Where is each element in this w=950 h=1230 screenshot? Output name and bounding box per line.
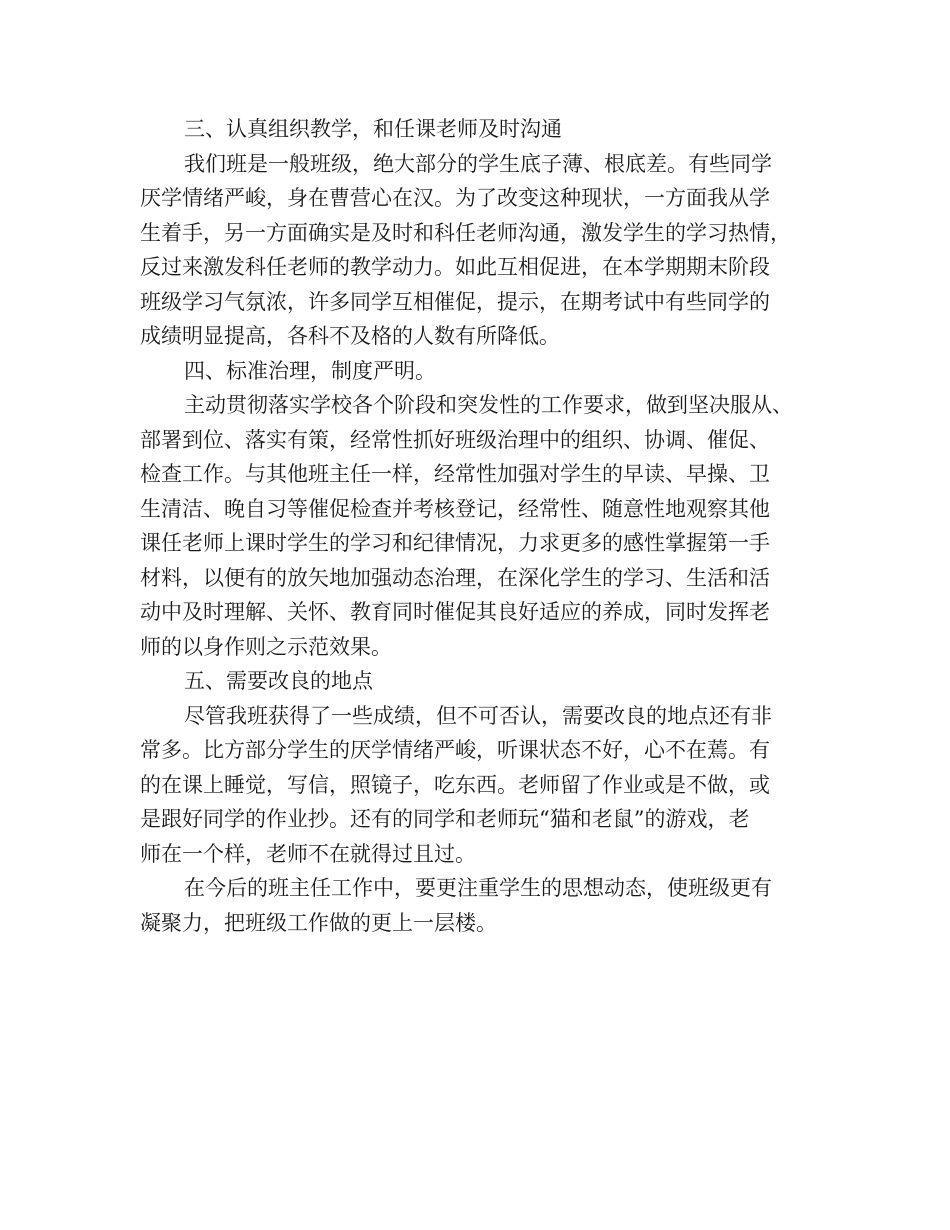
paragraph-line: 成绩明显提高，各科不及格的人数有所降低。 <box>140 324 560 348</box>
paragraph-line: 部署到位、落实有策，经常性抓好班级治理中的组织、协调、催促、 <box>140 427 770 452</box>
section-heading-5: 五、需要改良的地点 <box>184 669 373 693</box>
paragraph-line: 生清洁、晚自习等催促检查并考核登记，经常性、随意性地观察其他 <box>140 496 770 521</box>
paragraph-line: 厌学情绪严峻，身在曹营心在汉。为了改变这种现状，一方面我从学 <box>140 186 770 210</box>
paragraph-line: 反过来激发科任老师的教学动力。如此互相促进，在本学期期末阶段 <box>140 255 770 279</box>
paragraph-line: 材料，以便有的放矢地加强动态治理，在深化学生的学习、生活和活 <box>140 565 770 590</box>
section-heading-4: 四、标准治理，制度严明。 <box>184 358 436 383</box>
paragraph-line: 班级学习气氛浓，许多同学互相催促，提示，在期考试中有些同学的 <box>140 289 770 314</box>
paragraph-line: 凝聚力，把班级工作做的更上一层楼。 <box>140 910 497 935</box>
paragraph-line: 师的以身作则之示范效果。 <box>140 634 392 659</box>
section-heading-3: 三、认真组织教学，和任课老师及时沟通 <box>184 117 562 141</box>
document-body <box>140 112 830 940</box>
paragraph-line: 是跟好同学的作业抄。还有的同学和老师玩“猫和老鼠”的游戏，老 <box>140 807 750 831</box>
paragraph-line: 尽管我班获得了一些成绩，但不可否认，需要改良的地点还有非 <box>184 703 772 728</box>
paragraph-line: 动中及时理解、关怀、教育同时催促其良好适应的养成，同时发挥老 <box>140 600 770 624</box>
paragraph-line: 检查工作。与其他班主任一样，经常性加强对学生的早读、早操、卫 <box>140 462 770 486</box>
paragraph-line: 我们班是一般班级，绝大部分的学生底子薄、根底差。有些同学 <box>184 151 772 176</box>
paragraph-line: 生着手，另一方面确实是及时和科任老师沟通，激发学生的学习热情， <box>140 220 791 245</box>
paragraph-line: 的在课上睡觉，写信，照镜子，吃东西。老师留了作业或是不做，或 <box>140 772 770 797</box>
paragraph-line: 师在一个样，老师不在就得过且过。 <box>140 841 476 866</box>
paragraph-line: 课任老师上课时学生的学习和纪律情况，力求更多的感性掌握第一手 <box>140 531 770 555</box>
paragraph-line: 在今后的班主任工作中，要更注重学生的思想动态，使班级更有 <box>184 876 772 900</box>
paragraph-line: 主动贯彻落实学校各个阶段和突发性的工作要求，做到坚决服从、 <box>184 393 793 417</box>
paragraph-line: 常多。比方部分学生的厌学情绪严峻，听课状态不好，心不在蔫。有 <box>140 738 770 762</box>
